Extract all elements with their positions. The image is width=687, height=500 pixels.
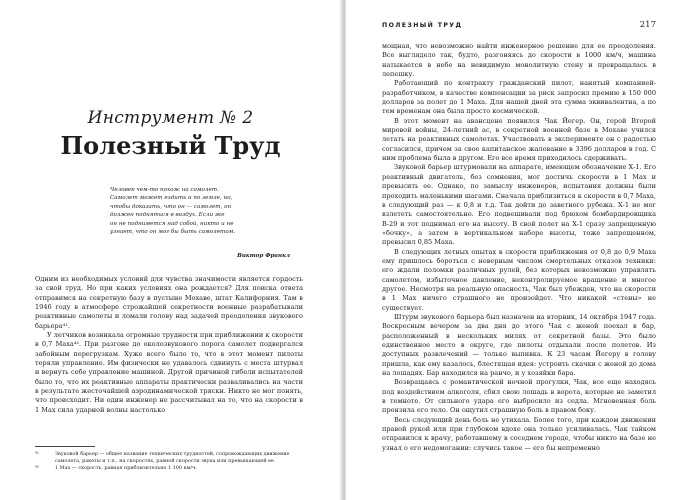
- right-page: [346, 0, 687, 500]
- epigraph-author: Виктор Франкл: [237, 253, 290, 259]
- paragraph: Работающий по контракту гражданский пилот, нанятый компанией-разработчиком, в качестве компенсации за риск запросил премию в 150 000 долларов за полет до 1 Маха. Для нашей дней эта сумма эквивалентна, а по тем временам она была просто космической.: [382, 79, 656, 116]
- paragraph: мощная, что невозможно найти инженерное решение для ее преодоления. Все выглядело так, будто, разгоняясь до скорости в 1000 км/ч, машина натыкается в небе на невидимую монолитную стену и превращалась в лепешку.: [382, 42, 656, 79]
- footnote-mark: ⁴¹: [35, 451, 39, 457]
- chapter-title: Полезный Труд: [60, 131, 281, 160]
- chapter-label: Инструмент № 2: [87, 108, 254, 128]
- epigraph-line: чтобы доказать, что он — самолет, он: [110, 203, 232, 210]
- footnote-text: Звуковой барьер — общее название технических трудностей, сопровождающих движение самолета, ракеты и т.п., на скоростях, равной скорости звука или превышающей ее.: [55, 451, 290, 464]
- epigraph-line: он не поднимется над собой, никто и не: [110, 220, 234, 227]
- paragraph: У летчиков возникала огромные трудности при приближении к скорости в 0,7 Маха⁴². При разгоне до околозвукового порога самолет подвергался забойным перегрузкам. Хуже всего было то, что в этот момент пилоты теряли управление. Им физически не удавалось сдвинуть с места штурвал и вернуть себе управление машиной. Другой причиной гибели испытателей было то, что их реактивные аппараты практически разваливались на части в результате жесточайшей аэродинамической тряски. Никто не мог понять, что происходит. Ни один инженер не рассчитывал на то, что на скорости в 1 Мах сила ударной волны настолько: [35, 331, 303, 414]
- paragraph: Звуковой барьер штурмовали на аппарате, имеющем обозначение Х-1. Его реактивный двигатель, без сомнения, мог достичь скорости в 1 Мах и превысить ее. Однако, по замыслу инженеров, испытания должны были проходить маленькими шагами. Сначала приблизиться к скорости в 0,7 Маха, в следующий раз — к 0,8 и т.д. Так дойти до заветного рубежа. Х-1 не мог взлететь самостоятельно. Его подвешивали под брюхом бомбардировщика В-29 и тот поднимал его на высоту. В свой полет на X-1 сразу запрещенную «бочку», а затем в вертикальном наборе высоты, тоже запрещенном, превысил 0,85 Маха.: [382, 163, 656, 247]
- footnote-mark: ⁴²: [35, 465, 39, 471]
- epigraph-line: Самолет может ездить и по земле, но,: [110, 195, 233, 202]
- footnote-text: 1 Мах — скорость, равная приблизительно 1 100 км/ч.: [55, 465, 197, 471]
- right-body-text: [382, 42, 656, 453]
- paragraph: Одним из необходимых условий для чувства значимости является гордость за свой труд. Но при каких условиях она рождается? Для поиска ответа отправимся на секретную базу в пустыне Мохаве, штат Калифорния. Там в 1946 году в атмосфере строжайшей секретности военные разрабатывали реактивные самолеты и ломали голову над задачей преодоления звукового барьера⁴¹.: [35, 275, 303, 330]
- epigraph-line: узнает, что он мог бы быть самолетом.: [110, 229, 236, 236]
- page-number: 217: [639, 20, 656, 30]
- running-head: ПОЛЕЗНЫЙ ТРУД: [382, 22, 463, 29]
- paragraph: В этот момент на авансцене появился Чак Йегер. Он, герой Второй мировой войны, 24-летний ас, в секретной военной базе в Мохаве учился летать на реактивных самолетах. Участвовать в эксперименте он с радостью согласился, причем за свое капитанское жалование в 3396 долларов в год. С ним проблема была в другом. Его все время приходилось сдерживать.: [382, 116, 656, 163]
- left-page: [0, 0, 341, 500]
- footnotes: [35, 451, 303, 472]
- footnote-rule: [35, 446, 95, 447]
- paragraph: Штурм звукового барьера был назначен на вторник, 14 октября 1947 года. Воскресным вечером за два дня до этого Чак с женой поехал в бар, расположенный в нескольких милях от секретной базы. Это было единственное место в округе, где пилоты отдыхали после полетов. Из доступных развлечений — только выпивка. К 23 часам Йегеру в голову пришла, как ему казалось, блестящая идея: устроить скачки с женой до дома на лошадях. Бар находился на ранчо, и у хозяйки бара.: [382, 312, 656, 378]
- paragraph: Весь следующий день боль не утихала. Более того, при каждом движении правой рукой или при глубоком вдохе она только усиливалась. Чак тайком отправился к врачу, работавшему в соседнем городе, чтобы никто на базе не узнал о его недомогании: случись такое — его бы непременно: [382, 415, 656, 452]
- left-body-text: [35, 275, 303, 415]
- paragraph: В следующих летных опытах в скорости приближения от 0,8 до 0,9 Маха ему пришлось бороться с неверным числом смертельных отказов техники: его ждали поломки различных рулей, без которых невозможно управлять самолетом, избыточное давление, неконтролируемое вращение и многое другое. Несмотря на реальную опасность, Чак был убежден, что на скорости в 1 Мах ничего страшного не произойдет. Что никакой «стены» не существует.: [382, 247, 656, 312]
- epigraph-line: должен подняться в воздух. Если же: [110, 212, 225, 219]
- footnote: [35, 451, 303, 465]
- epigraph-line: Человек чем-то похож на самолет.: [110, 187, 219, 193]
- footnote: [35, 465, 303, 472]
- epigraph: [110, 186, 290, 236]
- paragraph: Возвращаясь с романтической ночной прогулки, Чак, все еще находясь под воздействием алкоголя, сбил свою лошадь в ворота, которые не заметил в темноте. От сильного удара его выбросило из седла. Мгновенная боль пронзила его тело. Он ощутил страшную боль в правом боку.: [382, 378, 656, 415]
